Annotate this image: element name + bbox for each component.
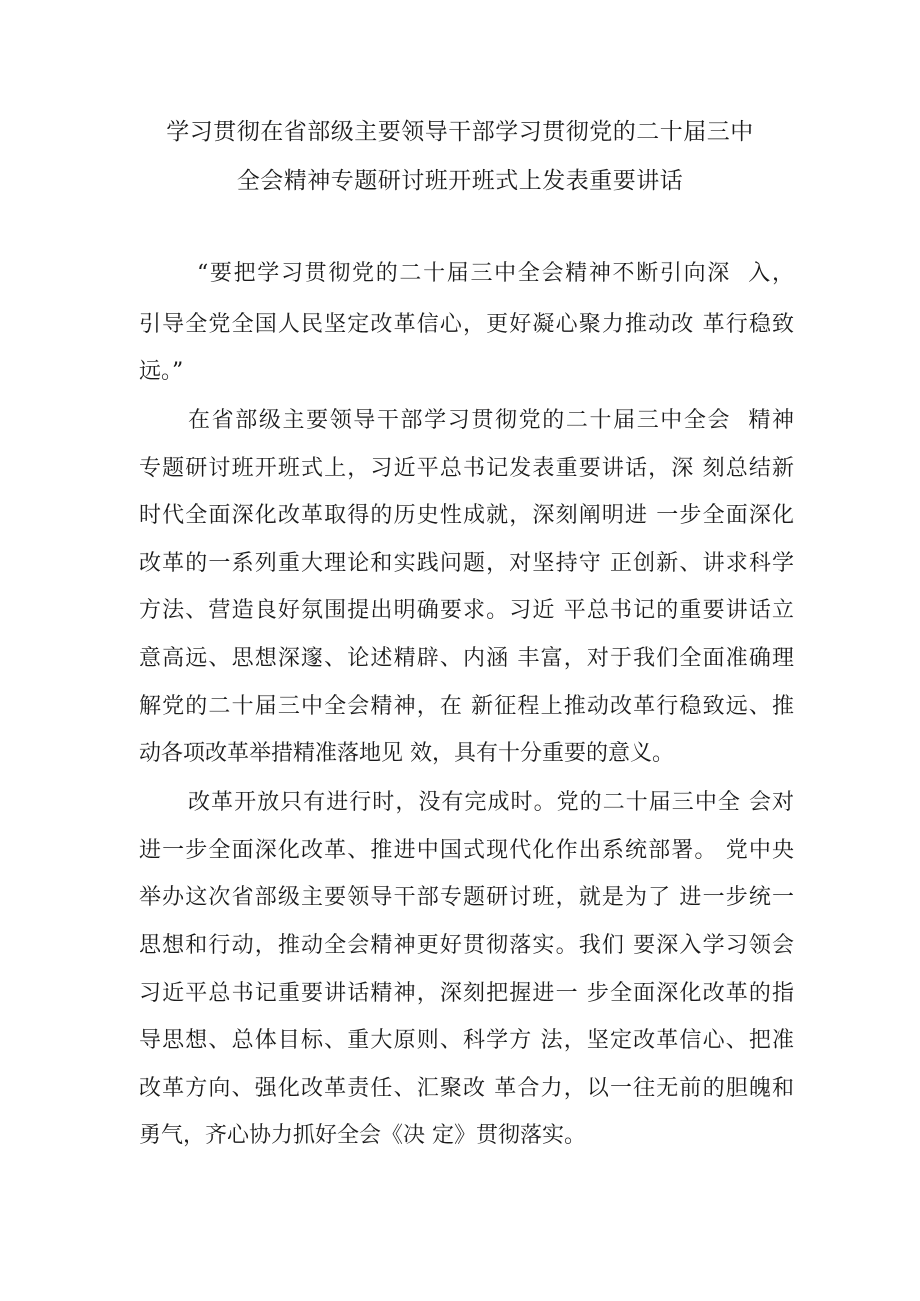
paragraph-2-line-4: 改革的一系列重大理论和实践问题，对坚持守 正创新、讲求科学 <box>139 551 794 576</box>
paragraph-3-line-8: 勇气，齐心协力抓好全会《决 定》贯彻落实。 <box>139 1123 586 1148</box>
paragraph-3-line-3: 举办这次省部级主要领导干部专题研讨班，就是为了 进一步统一 <box>139 885 794 910</box>
paragraph-1-line-3: 远。” <box>139 359 184 384</box>
document-title-line-1: 学习贯彻在省部级主要领导干部学习贯彻党的二十届三中 <box>166 119 754 145</box>
document-title-line-2: 全会精神专题研讨班开班式上发表重要讲话 <box>236 168 684 194</box>
paragraph-2-line-2: 专题研讨班开班式上，习近平总书记发表重要讲话，深 刻总结新 <box>139 456 794 481</box>
paragraph-3-line-5: 习近平总书记重要讲话精神，深刻把握进一 步全面深化改革的指 <box>139 981 794 1006</box>
paragraph-2-line-8: 动各项改革举措精准落地见 效，具有十分重要的意义。 <box>139 741 674 766</box>
paragraph-3-line-4: 思想和行动，推动全会精神更好贯彻落实。我们 要深入学习领会 <box>139 933 794 958</box>
paragraph-2-line-6: 意高远、思想深邃、论述精辟、内涵 丰富，对于我们全面准确理 <box>139 646 794 671</box>
paragraph-2-line-3: 时代全面深化改革取得的历史性成就，深刻阐明进 一步全面深化 <box>139 503 794 528</box>
paragraph-3-line-6: 导思想、总体目标、重大原则、科学方 法，坚定改革信心、把准 <box>139 1028 794 1053</box>
paragraph-1-line-2: 引导全党全国人民坚定改革信心，更好凝心聚力推动改 革行稳致 <box>139 312 794 337</box>
paragraph-3-line-2: 进一步全面深化改革、推进中国式现代化作出系统部署。 党中央 <box>139 838 794 863</box>
paragraph-2-line-7: 解党的二十届三中全会精神，在 新征程上推动改革行稳致远、推 <box>139 694 794 719</box>
paragraph-3-line-1: 改革开放只有进行时，没有完成时。党的二十届三中全 会对 <box>188 790 794 815</box>
paragraph-1-line-1: “要把学习贯彻党的二十届三中全会精神不断引向深 入， <box>197 261 794 286</box>
paragraph-3-line-7: 改革方向、强化改革责任、汇聚改 革合力，以一往无前的胆魄和 <box>139 1076 794 1101</box>
paragraph-2-line-1: 在省部级主要领导干部学习贯彻党的二十届三中全会 精神 <box>188 408 794 433</box>
paragraph-2-line-5: 方法、营造良好氛围提出明确要求。习近 平总书记的重要讲话立 <box>139 598 794 623</box>
